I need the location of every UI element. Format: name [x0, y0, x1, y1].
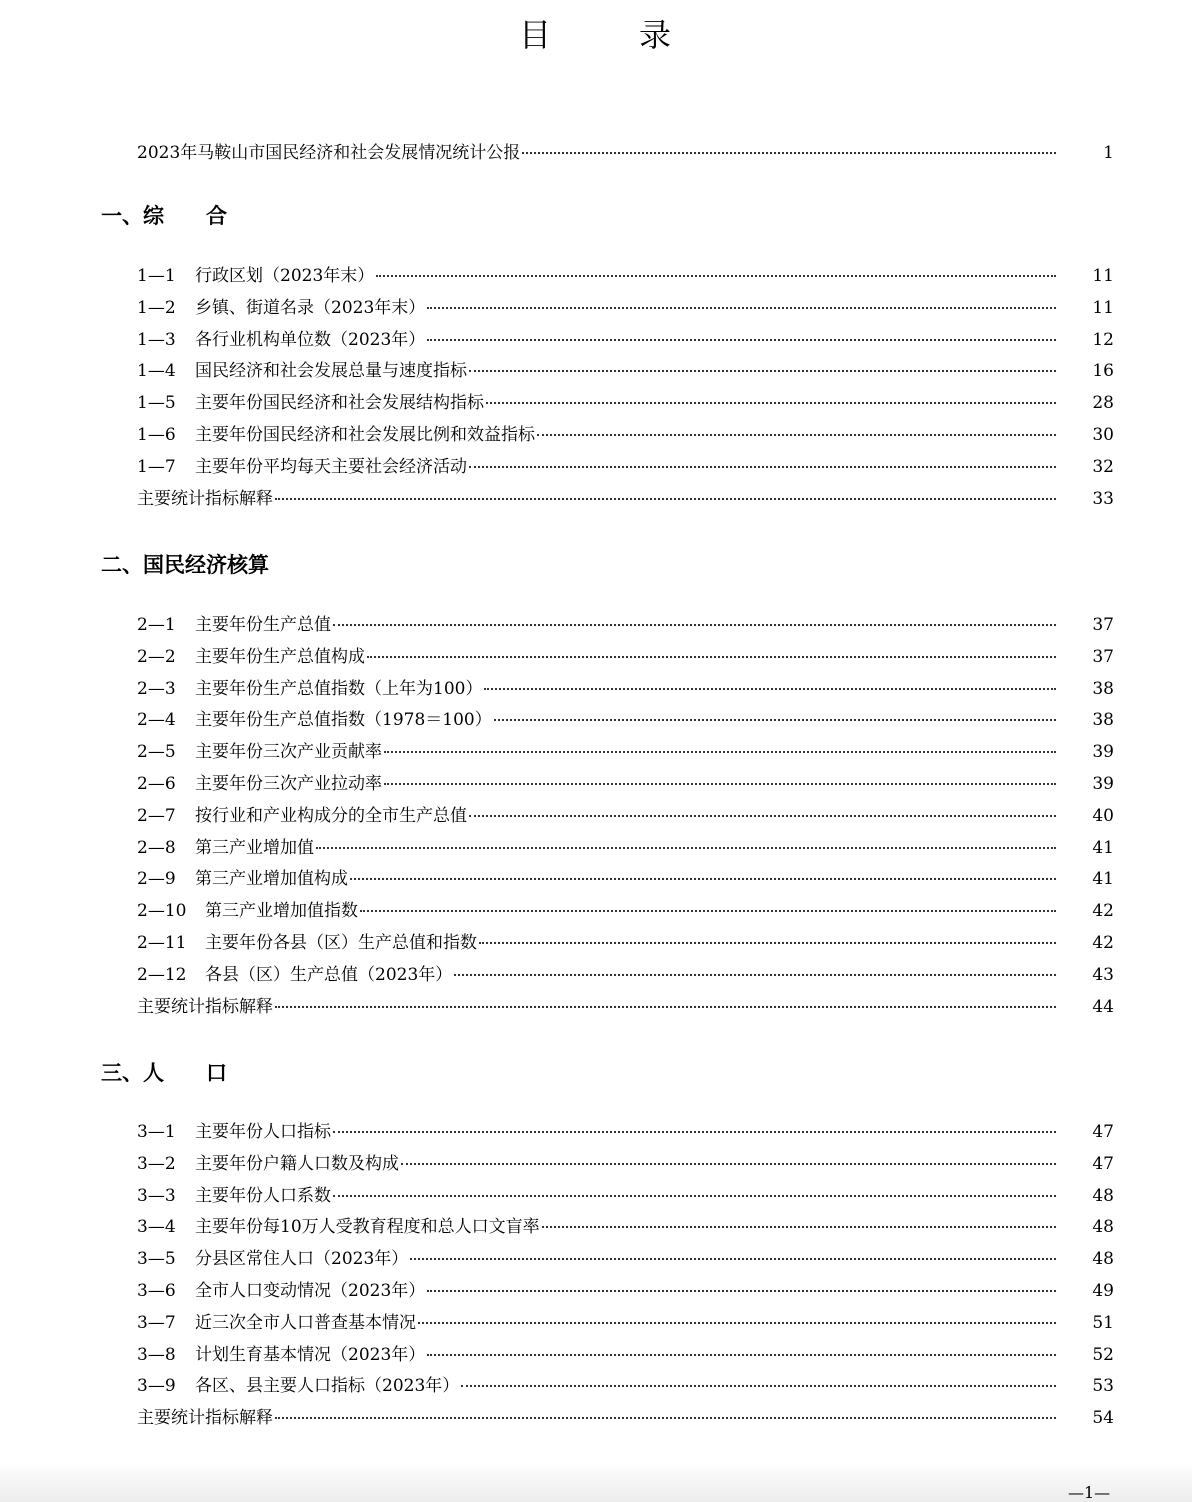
toc-entry[interactable] [137, 1244, 1114, 1276]
toc-leader-dots [427, 1354, 1056, 1356]
toc-leader-dots [360, 910, 1056, 912]
toc-entry-number: 1—3 [137, 329, 176, 350]
toc-leader-dots [522, 152, 1056, 154]
toc-entry[interactable] [137, 960, 1114, 992]
toc-entry-page: 48 [1092, 1249, 1114, 1270]
toc-entry[interactable] [137, 864, 1114, 896]
toc-entry-number: 2—1 [137, 615, 176, 635]
toc-entry-label: 2023年马鞍山市国民经济和社会发展情况统计公报 [137, 143, 521, 163]
page-number-footer: —1— [1068, 1483, 1111, 1502]
toc-entry-label: 按行业和产业构成分的全市生产总值 [195, 805, 467, 826]
toc-leader-dots [454, 974, 1056, 976]
toc-entry-label: 主要年份生产总值指数（上年为100） [195, 678, 483, 699]
toc-entry-label: 第三产业增加值构成 [195, 869, 348, 890]
toc-entry[interactable] [137, 896, 1114, 928]
toc-entry-number: 1—6 [137, 424, 176, 445]
toc-entry-label: 主要年份生产总值指数（1978＝100） [195, 710, 492, 731]
toc-entry-label: 主要年份三次产业拉动率 [195, 773, 382, 794]
toc-entry-page: 38 [1092, 678, 1114, 699]
toc-entry[interactable] [137, 1149, 1114, 1181]
toc-entry-page: 44 [1092, 996, 1114, 1017]
toc-entry-page: 41 [1092, 837, 1114, 858]
toc-entry-page: 33 [1092, 488, 1114, 509]
toc-leader-dots [418, 1322, 1056, 1324]
toc-entry-page: 16 [1092, 361, 1114, 382]
title-char-right: 录 [639, 16, 674, 54]
toc-leader-dots [469, 815, 1056, 817]
toc-entry-page: 32 [1092, 456, 1114, 477]
toc-entry-number: 1—2 [137, 297, 176, 318]
toc-entry-label: 主要年份平均每天主要社会经济活动 [195, 456, 467, 477]
toc-entry[interactable] [137, 325, 1114, 357]
toc-leader-dots [384, 751, 1056, 753]
page-bottom-shade [0, 1462, 1192, 1502]
toc-leader-dots [494, 719, 1056, 721]
toc-leader-dots [469, 466, 1056, 468]
toc-entry-number: 3—4 [137, 1217, 176, 1238]
toc-entry-label: 行政区划（2023年末） [195, 266, 375, 286]
toc-entry-label: 各区、县主要人口指标（2023年） [195, 1376, 460, 1397]
toc-entry-number: 2—7 [137, 805, 176, 826]
toc-leader-dots [427, 339, 1056, 341]
toc-entry[interactable] [137, 642, 1114, 674]
toc-entry-label: 主要年份人口指标 [195, 1122, 331, 1142]
toc-entry-label: 乡镇、街道名录（2023年末） [195, 297, 426, 318]
toc-entry-number: 3—5 [137, 1249, 176, 1270]
toc-leader-dots [427, 307, 1056, 309]
toc-entry-label: 全市人口变动情况（2023年） [195, 1280, 426, 1301]
toc-entry[interactable] [137, 388, 1114, 420]
title-char-left: 目 [518, 16, 553, 54]
section-list-general [137, 261, 1114, 515]
toc-entry[interactable] [137, 1181, 1114, 1213]
toc-leader-dots [542, 1226, 1056, 1228]
toc-entry-page: 38 [1092, 710, 1114, 731]
toc-leader-dots [410, 1258, 1056, 1260]
toc-entry-label: 主要年份每10万人受教育程度和总人口文盲率 [195, 1217, 540, 1238]
toc-entry-page: 30 [1092, 424, 1114, 445]
toc-entry[interactable] [137, 801, 1114, 833]
toc-entry-label: 主要年份国民经济和社会发展比例和效益指标 [195, 424, 535, 445]
toc-leader-dots [427, 1290, 1056, 1292]
toc-entry-page: 40 [1092, 805, 1114, 826]
toc-entry[interactable] [137, 1308, 1114, 1340]
toc-entry-page: 53 [1092, 1376, 1114, 1397]
toc-leader-dots [333, 1195, 1056, 1197]
toc-entry-number: 3—2 [137, 1153, 176, 1174]
toc-entry-page: 41 [1092, 869, 1114, 890]
toc-entry-number: 2—11 [137, 932, 187, 953]
toc-entry-label: 近三次全市人口普查基本情况 [195, 1312, 416, 1333]
toc-leader-dots [275, 498, 1056, 500]
toc-entry-number: 1—4 [137, 361, 176, 382]
toc-entry-page: 11 [1092, 266, 1114, 286]
toc-entry-label: 主要年份各县（区）生产总值和指数 [205, 932, 477, 953]
toc-leader-dots [479, 942, 1056, 944]
toc-entry-number: 3—3 [137, 1185, 176, 1206]
toc-entry[interactable] [137, 833, 1114, 865]
toc-entry-number: 1—5 [137, 393, 176, 414]
toc-entry-label: 各县（区）生产总值（2023年） [205, 964, 453, 985]
toc-entry[interactable] [137, 452, 1114, 484]
toc-leader-dots [537, 434, 1056, 436]
toc-entry-page: 54 [1092, 1408, 1114, 1429]
section-heading-population: 三、人 口 [101, 1061, 227, 1085]
toc-leader-dots [275, 1417, 1056, 1419]
toc-leader-dots [333, 624, 1056, 626]
section-list-national-accounts [137, 610, 1114, 1023]
toc-entry-label: 主要年份人口系数 [195, 1185, 331, 1206]
toc-entry-label: 第三产业增加值指数 [205, 901, 358, 922]
toc-entry[interactable] [137, 1371, 1114, 1403]
toc-entry-number: 2—8 [137, 837, 176, 858]
toc-entry-number: 2—3 [137, 678, 176, 699]
toc-entry-label: 主要年份三次产业贡献率 [195, 742, 382, 763]
toc-entry-label: 主要统计指标解释 [137, 488, 273, 509]
toc-entry-page: 42 [1092, 901, 1114, 922]
toc-entry[interactable] [137, 928, 1114, 960]
toc-leader-dots [484, 688, 1056, 690]
toc-entry-page: 52 [1092, 1344, 1114, 1365]
toc-entry-number: 2—4 [137, 710, 176, 731]
section-list-population [137, 1117, 1114, 1435]
toc-entry-indicators[interactable] [137, 484, 1114, 516]
toc-entry[interactable] [137, 420, 1114, 452]
toc-entry-page: 37 [1092, 615, 1114, 635]
toc-entry-label: 各行业机构单位数（2023年） [195, 329, 426, 350]
toc-entry[interactable] [137, 1117, 1114, 1149]
toc-entry-number: 2—12 [137, 964, 187, 985]
toc-entry[interactable] [137, 769, 1114, 801]
toc-entry-label: 分县区常住人口（2023年） [195, 1249, 409, 1270]
toc-entry[interactable] [137, 610, 1114, 642]
toc-leader-dots [384, 783, 1056, 785]
toc-entry-label: 第三产业增加值 [195, 837, 314, 858]
toc-leader-dots [469, 370, 1056, 372]
toc-entry-number: 1—7 [137, 456, 176, 477]
section-heading-general: 一、综 合 [101, 204, 227, 228]
toc-leader-dots [316, 847, 1056, 849]
toc-entry-number: 3—6 [137, 1280, 176, 1301]
toc-entry[interactable] [137, 674, 1114, 706]
toc-entry-page: 1 [1103, 143, 1114, 163]
toc-leader-dots [486, 402, 1056, 404]
toc-entry[interactable] [137, 705, 1114, 737]
toc-entry-page: 49 [1092, 1280, 1114, 1301]
toc-entry[interactable] [137, 261, 1114, 293]
toc-entry-page: 48 [1092, 1217, 1114, 1238]
toc-entry[interactable] [137, 1276, 1114, 1308]
section-heading-national-accounts: 二、国民经济核算 [101, 553, 269, 577]
toc-entry-number: 1—1 [137, 266, 176, 286]
toc-entry-number: 3—7 [137, 1312, 176, 1333]
toc-entry-page: 51 [1092, 1312, 1114, 1333]
toc-entry-page: 47 [1092, 1122, 1114, 1142]
toc-entry-indicators[interactable] [137, 992, 1114, 1024]
toc-entry-page: 28 [1092, 393, 1114, 414]
toc-entry-page: 11 [1092, 297, 1114, 318]
toc-leader-dots [401, 1163, 1056, 1165]
toc-entry[interactable] [137, 1340, 1114, 1372]
toc-entry-page: 39 [1092, 742, 1114, 763]
toc-entry-page: 12 [1092, 329, 1114, 350]
toc-entry[interactable] [137, 737, 1114, 769]
toc-entry-number: 3—9 [137, 1376, 176, 1397]
toc-entry-label: 计划生育基本情况（2023年） [195, 1344, 426, 1365]
page-title [0, 10, 1192, 56]
toc-entry-page: 48 [1092, 1185, 1114, 1206]
toc-entry-number: 2—10 [137, 901, 187, 922]
toc-entry-page: 47 [1092, 1153, 1114, 1174]
toc-entry-label: 主要统计指标解释 [137, 996, 273, 1017]
toc-entry[interactable] [137, 356, 1114, 388]
toc-entry-number: 2—9 [137, 869, 176, 890]
toc-entry-label: 主要年份生产总值 [195, 615, 331, 635]
toc-report-entry[interactable] [137, 138, 1114, 164]
toc-entry-number: 3—8 [137, 1344, 176, 1365]
toc-entry[interactable] [137, 293, 1114, 325]
toc-entry-page: 42 [1092, 932, 1114, 953]
toc-entry-number: 3—1 [137, 1122, 176, 1142]
toc-leader-dots [333, 1131, 1056, 1133]
toc-entry-page: 37 [1092, 646, 1114, 667]
toc-entry-number: 2—5 [137, 742, 176, 763]
toc-entry-indicators[interactable] [137, 1403, 1114, 1435]
toc-leader-dots [461, 1385, 1056, 1387]
toc-entry-number: 2—6 [137, 773, 176, 794]
toc-entry-label: 主要年份户籍人口数及构成 [195, 1153, 399, 1174]
toc-entry-page: 39 [1092, 773, 1114, 794]
toc-entry-number: 2—2 [137, 646, 176, 667]
toc-leader-dots [350, 878, 1056, 880]
toc-entry-page: 43 [1092, 964, 1114, 985]
toc-entry-label: 国民经济和社会发展总量与速度指标 [195, 361, 467, 382]
toc-entry-label: 主要年份生产总值构成 [195, 646, 365, 667]
toc-entry-label: 主要年份国民经济和社会发展结构指标 [195, 393, 484, 414]
toc-leader-dots [376, 275, 1056, 277]
toc-leader-dots [275, 1006, 1056, 1008]
toc-leader-dots [367, 656, 1056, 658]
toc-entry-label: 主要统计指标解释 [137, 1408, 273, 1429]
toc-entry[interactable] [137, 1212, 1114, 1244]
